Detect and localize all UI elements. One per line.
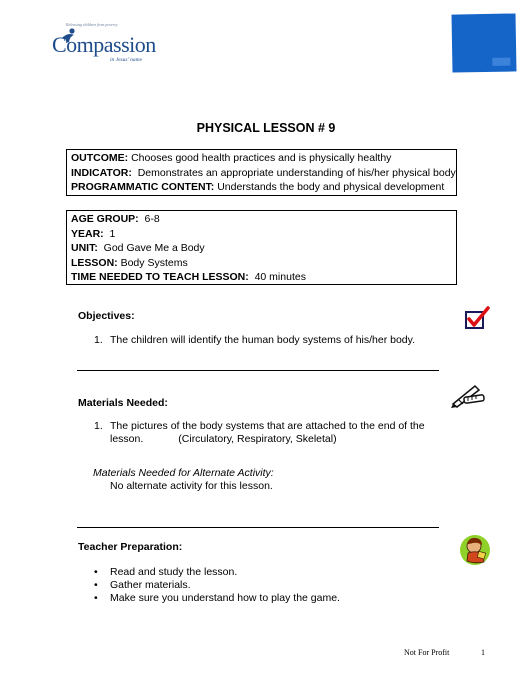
indicator-label: INDICATOR: xyxy=(71,166,132,179)
objective-item xyxy=(94,334,415,347)
materials-item xyxy=(94,420,425,446)
materials-number: 1. xyxy=(94,420,103,432)
time-row xyxy=(71,270,452,285)
lesson-label: LESSON: xyxy=(71,256,118,269)
logo-tagline: Releasing children from poverty xyxy=(66,22,118,27)
preparation-item: Read and study the lesson. xyxy=(110,566,238,578)
list-item: • Make sure you understand how to play the game. xyxy=(94,592,340,604)
outcome-label: OUTCOME: xyxy=(71,152,129,164)
objective-text: The children will identify the human body systems of his/her body. xyxy=(110,334,416,346)
outcome-row xyxy=(71,151,452,166)
indicator-text: Demonstrates an appropriate understanding of his/her physical body xyxy=(131,166,456,179)
materials-line-1: The pictures of the body systems that are attached to the end of the xyxy=(110,420,425,432)
programmatic-row xyxy=(71,180,452,195)
blue-corner-block xyxy=(451,13,516,72)
alternate-materials-heading: Materials Needed for Alternate Activity: xyxy=(93,467,274,479)
year-value: 1 xyxy=(103,227,116,240)
preparation-heading: Teacher Preparation: xyxy=(78,541,183,553)
logo-wordmark: Compassion xyxy=(52,32,156,57)
unit-label: UNIT: xyxy=(71,242,98,254)
age-label: AGE GROUP: xyxy=(71,213,139,225)
pencil-ruler-icon xyxy=(450,382,486,408)
programmatic-text: Understands the body and physical development xyxy=(214,181,445,193)
lesson-row xyxy=(71,256,452,271)
teacher-icon xyxy=(459,534,491,566)
alternate-materials-text: No alternate activity for this lesson. xyxy=(110,480,273,492)
page-number: 1 xyxy=(481,648,485,657)
logo-subline: in Jesus' name xyxy=(110,57,143,63)
year-label: YEAR: xyxy=(71,227,104,240)
materials-line-2: lesson. (Circulatory, Respiratory, Skeletal) xyxy=(110,433,337,445)
time-label: TIME NEEDED TO TEACH LESSON: xyxy=(71,271,249,283)
divider-line xyxy=(77,370,439,371)
unit-value: God Gave Me a Body xyxy=(97,242,205,254)
checkbox-check-icon xyxy=(464,306,490,330)
list-item: • Gather materials. xyxy=(94,579,191,591)
objectives-heading: Objectives: xyxy=(78,310,135,322)
footer-label: Not For Profit xyxy=(404,648,450,657)
list-item: • Read and study the lesson. xyxy=(94,566,238,578)
programmatic-label: PROGRAMMATIC CONTENT: xyxy=(71,181,215,193)
age-value: 6-8 xyxy=(138,213,160,225)
objective-number: 1. xyxy=(94,334,103,346)
unit-row xyxy=(71,241,452,256)
preparation-item: Gather materials. xyxy=(110,579,191,591)
time-value: 40 minutes xyxy=(248,271,306,283)
outcome-box xyxy=(66,149,457,196)
divider-line xyxy=(77,527,439,528)
page-title: PHYSICAL LESSON # 9 xyxy=(196,121,336,135)
lesson-value: Body Systems xyxy=(117,256,188,269)
preparation-item: Make sure you understand how to play the game. xyxy=(110,592,340,604)
year-row xyxy=(71,227,452,242)
compassion-logo xyxy=(52,20,164,64)
age-row xyxy=(71,212,452,227)
lesson-info-box xyxy=(66,210,457,285)
materials-heading: Materials Needed: xyxy=(78,397,168,409)
preparation-list xyxy=(94,566,340,605)
outcome-text: Chooses good health practices and is physically healthy xyxy=(128,152,392,164)
indicator-row xyxy=(71,166,456,181)
